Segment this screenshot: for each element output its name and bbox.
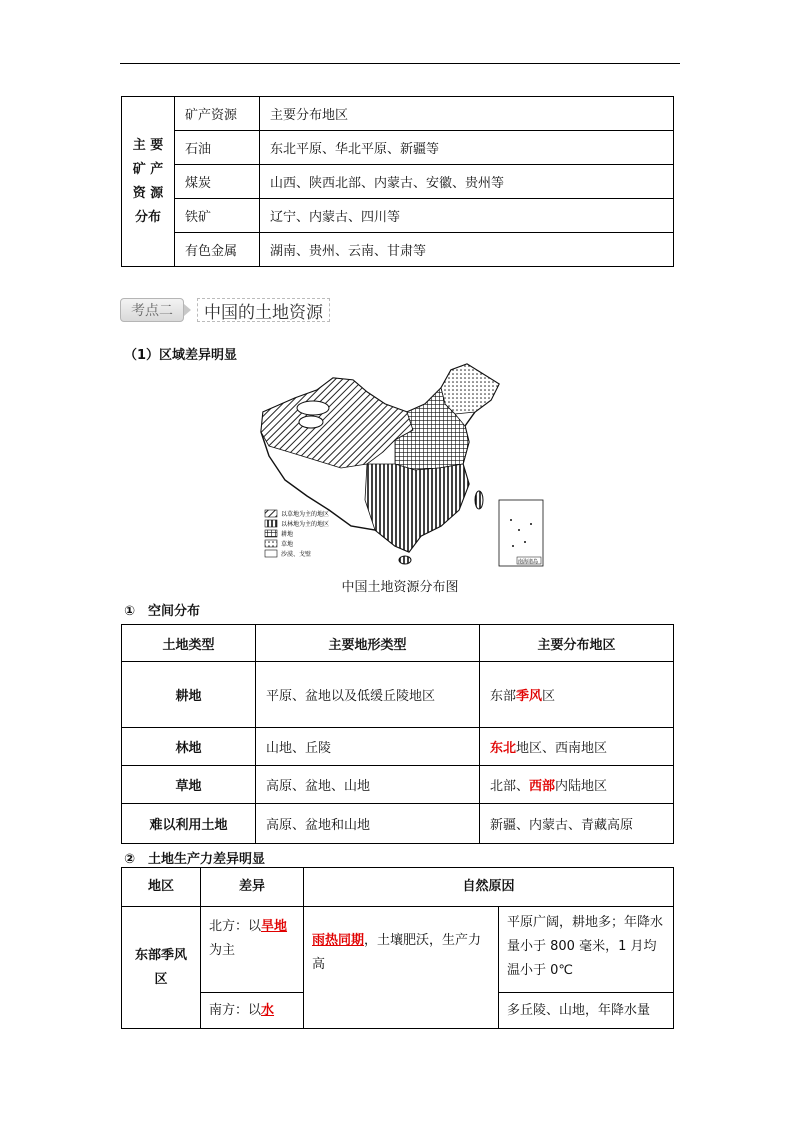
- highlight-term: 旱地: [261, 919, 288, 934]
- region-cell: 东部季风区: [122, 907, 201, 1029]
- minerals-side-label: 主 要 矿 产 资 源 分布: [122, 97, 175, 267]
- subsection-heading: （1）区域差异明显: [124, 348, 238, 363]
- minerals-table: [121, 96, 674, 267]
- land-terrain: 高原、盆地和山地: [256, 804, 480, 844]
- land-region: 新疆、内蒙古、青藏高原: [480, 804, 674, 844]
- shared-reason: 雨热同期，土壤肥沃，生产力高: [304, 907, 499, 1029]
- map-legend: [265, 510, 329, 558]
- mineral-name: 铁矿: [175, 199, 260, 233]
- forest-region: [365, 464, 469, 552]
- land-region: 北部、西部内陆地区: [480, 766, 674, 804]
- landuse-table: [121, 624, 674, 844]
- productivity-header: 地区: [122, 868, 201, 907]
- mineral-region: 山西、陕西北部、内蒙古、安徽、贵州等: [260, 165, 674, 199]
- table-row: [122, 165, 674, 199]
- table-row: [122, 804, 674, 844]
- mineral-region: 辽宁、内蒙古、四川等: [260, 199, 674, 233]
- minerals-header-resource: 矿产资源: [175, 97, 260, 131]
- mineral-name: 煤炭: [175, 165, 260, 199]
- south-difference: 南方：以水: [201, 993, 304, 1029]
- mineral-region: 东北平原、华北平原、新疆等: [260, 131, 674, 165]
- north-difference: 北方：以旱地为主: [201, 907, 304, 993]
- map-caption: 中国土地资源分布图: [341, 580, 459, 595]
- land-type: 草地: [122, 766, 256, 804]
- highlight-term: 西部: [529, 779, 556, 794]
- landuse-header: 主要分布地区: [480, 625, 674, 662]
- subsection-heading: ① 空间分布: [124, 604, 201, 619]
- land-terrain: 平原、盆地以及低缓丘陵地区: [256, 662, 480, 728]
- south-china-sea-inset: [499, 500, 543, 566]
- table-row: [122, 662, 674, 728]
- landuse-header: 主要地形类型: [256, 625, 480, 662]
- mineral-name: 石油: [175, 131, 260, 165]
- land-type: 耕地: [122, 662, 256, 728]
- land-terrain: 山地、丘陵: [256, 728, 480, 766]
- north-reason: 平原广阔，耕地多；年降水量小于 800 毫米，1 月均温小于 0℃: [499, 907, 674, 993]
- land-type: 林地: [122, 728, 256, 766]
- south-reason: 多丘陵、山地，年降水量: [499, 993, 674, 1029]
- mineral-region: 湖南、贵州、云南、甘肃等: [260, 233, 674, 267]
- highlight-term: 雨热同期: [312, 933, 365, 948]
- land-region: 东北地区、西南地区: [480, 728, 674, 766]
- landuse-header: 土地类型: [122, 625, 256, 662]
- highlight-term: 季风: [516, 689, 543, 704]
- land-type: 难以利用土地: [122, 804, 256, 844]
- hainan-island: [399, 556, 411, 564]
- legend-label: 以林地为主的地区: [281, 521, 330, 528]
- table-row: [122, 766, 674, 804]
- mineral-name: 有色金属: [175, 233, 260, 267]
- desert-region: [297, 401, 329, 415]
- legend-label: 以草地为主的地区: [281, 511, 330, 518]
- legend-label: 草地: [281, 541, 294, 548]
- table-row: [122, 131, 674, 165]
- section-badge: 考点二: [120, 298, 184, 322]
- productivity-table: [121, 867, 674, 1029]
- inset-label: 南海诸岛: [518, 559, 539, 565]
- section-title: 中国的土地资源: [197, 298, 330, 322]
- desert-region: [299, 416, 323, 428]
- table-row: [122, 233, 674, 267]
- section-header: [120, 297, 330, 323]
- highlight-term: 水: [261, 1002, 275, 1018]
- land-resource-map: [255, 360, 547, 570]
- legend-label: 沙漠、戈壁: [281, 551, 312, 558]
- land-terrain: 高原、盆地、山地: [256, 766, 480, 804]
- table-row: [122, 728, 674, 766]
- header-rule: [120, 63, 680, 64]
- highlight-term: 东北: [490, 741, 517, 756]
- productivity-header: 差异: [201, 868, 304, 907]
- badge-arrow-icon: [184, 304, 191, 316]
- legend-label: 耕地: [281, 531, 294, 538]
- taiwan-island: [475, 491, 483, 509]
- productivity-header: 自然原因: [304, 868, 674, 907]
- table-row: [122, 907, 674, 993]
- land-region: 东部季风区: [480, 662, 674, 728]
- subsection-heading: ② 土地生产力差异明显: [124, 852, 266, 867]
- minerals-header-region: 主要分布地区: [260, 97, 674, 131]
- table-row: [122, 199, 674, 233]
